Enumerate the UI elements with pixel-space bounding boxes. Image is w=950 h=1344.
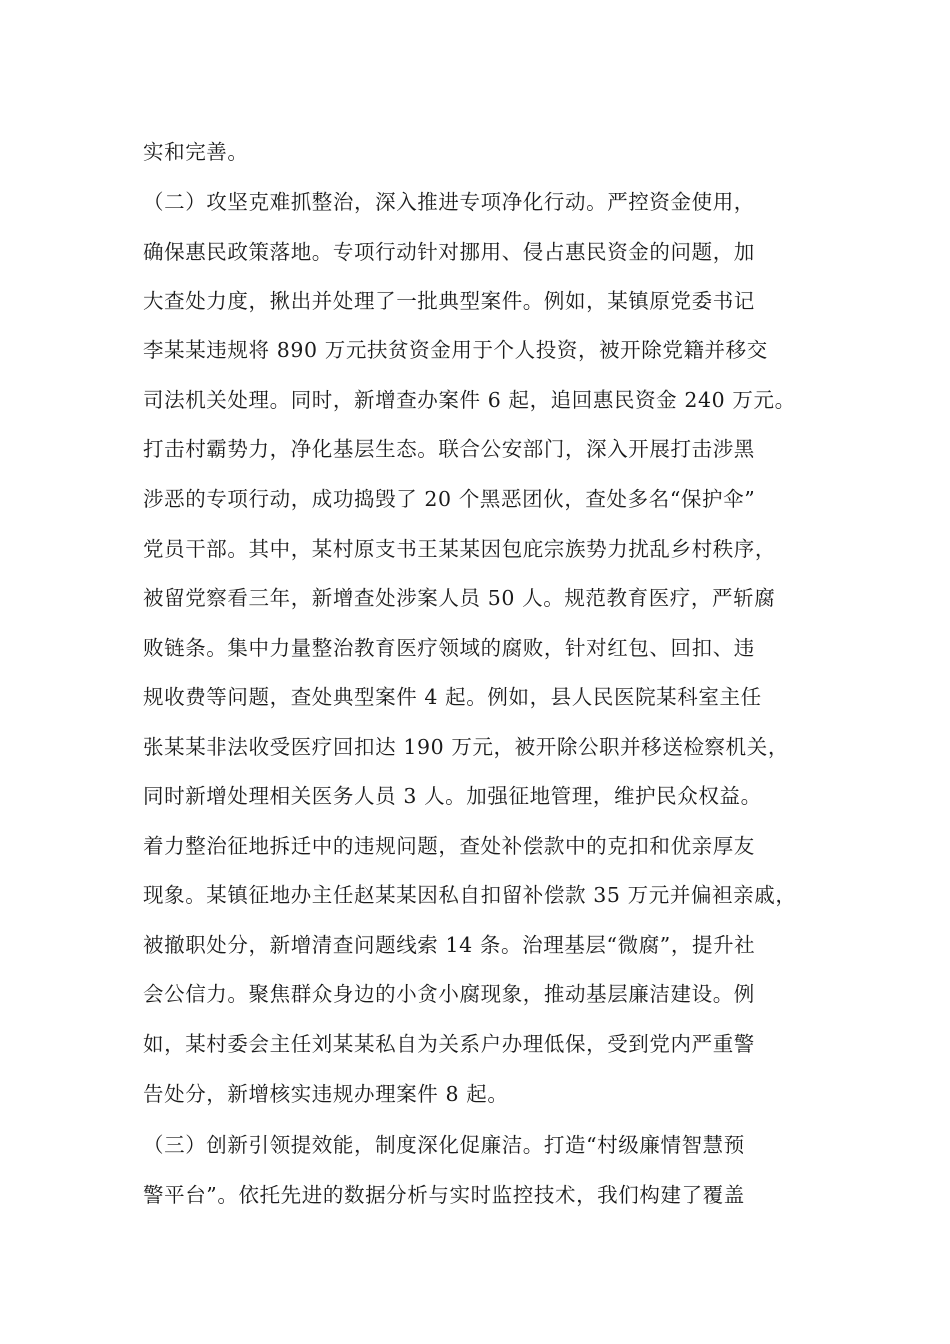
text-line: 如，某村委会主任刘某某私自为关系户办理低保，受到党内严重警 (143, 1032, 755, 1056)
text-line: 警平台”。依托先进的数据分析与实时监控技术，我们构建了覆盖 (143, 1183, 745, 1207)
text-line: 被撤职处分，新增清查问题线索 14 条。治理基层“微腐”，提升社 (143, 933, 756, 957)
text-line: 被留党察看三年，新增查处涉案人员 50 人。规范教育医疗，严斩腐 (143, 586, 776, 610)
text-line: 李某某违规将 890 万元扶贫资金用于个人投资，被开除党籍并移交 (143, 338, 768, 362)
text-line: 实和完善。 (143, 140, 249, 164)
text-line: 张某某非法收受医疗回扣达 190 万元，被开除公职并移送检察机关， (143, 735, 789, 759)
text-line: 规收费等问题，查处典型案件 4 起。例如，县人民医院某科室主任 (143, 685, 762, 709)
text-line: （三）创新引领提效能，制度深化促廉洁。打造“村级廉情智慧预 (143, 1133, 745, 1157)
text-line: 败链条。集中力量整治教育医疗领域的腐败，针对红包、回扣、违 (143, 636, 755, 660)
text-line: 打击村霸势力，净化基层生态。联合公安部门，深入开展打击涉黑 (143, 437, 755, 461)
text-line: 涉恶的专项行动，成功捣毁了 20 个黑恶团伙，查处多名“保护伞” (143, 487, 756, 511)
text-line: （二）攻坚克难抓整治，深入推进专项净化行动。严控资金使用， (143, 190, 755, 214)
text-line: 同时新增处理相关医务人员 3 人。加强征地管理，维护民众权益。 (143, 784, 762, 808)
text-line: 党员干部。其中，某村原支书王某某因包庇宗族势力扰乱乡村秩序， (143, 537, 776, 561)
text-line: 确保惠民政策落地。专项行动针对挪用、侵占惠民资金的问题，加 (143, 240, 755, 264)
text-line: 大查处力度，揪出并处理了一批典型案件。例如，某镇原党委书记 (143, 289, 755, 313)
text-line: 着力整治征地拆迁中的违规问题，查处补偿款中的克扣和优亲厚友 (143, 834, 755, 858)
text-line: 司法机关处理。同时，新增查办案件 6 起，追回惠民资金 240 万元。 (143, 388, 796, 412)
text-line: 告处分，新增核实违规办理案件 8 起。 (143, 1082, 509, 1106)
text-line: 现象。某镇征地办主任赵某某因私自扣留补偿款 35 万元并偏袒亲戚， (143, 883, 797, 907)
text-line: 会公信力。聚焦群众身边的小贪小腐现象，推动基层廉洁建设。例 (143, 982, 755, 1006)
